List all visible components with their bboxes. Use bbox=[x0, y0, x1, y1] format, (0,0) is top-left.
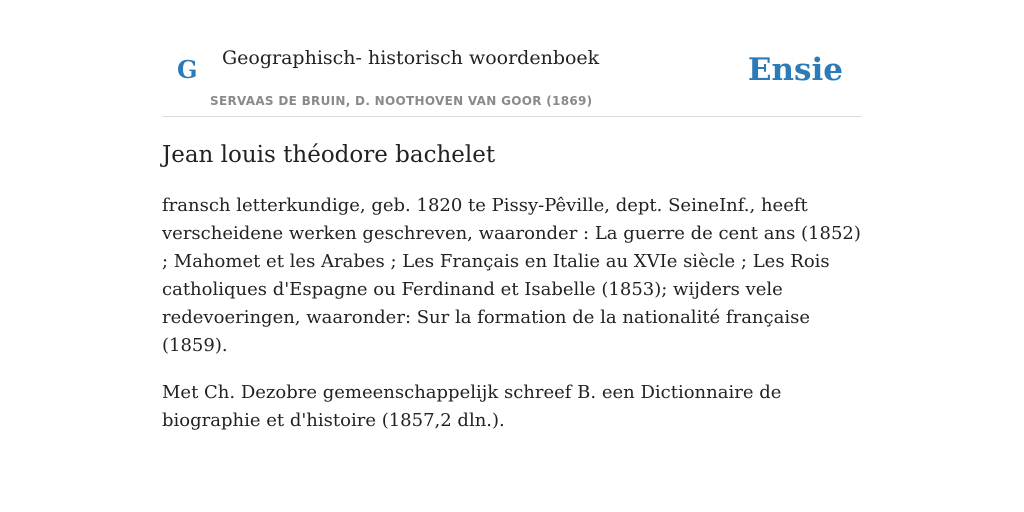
book-title-link[interactable]: Geographisch- historisch woordenboek bbox=[222, 47, 600, 69]
book-header bbox=[162, 0, 862, 117]
entry-body bbox=[162, 192, 862, 454]
page bbox=[162, 0, 862, 431]
book-letter-badge[interactable]: G bbox=[177, 55, 198, 84]
entry-paragraph: fransch letterkundige, geb. 1820 te Pissy-Pêville, dept. SeineInf., heeft verscheidene werken geschreven, waaronder : La guerre de cent ans (1852) ; Mahomet et les Arabes ; Les Français en Italie au XVIe siècle ; Les Rois catholiques d'Espagne ou Ferdinand et Isabelle (1853); wijders vele redevoeringen, waaronder: Sur la formation de la nationalité française (1859). bbox=[162, 195, 861, 356]
ensie-logo-link[interactable]: Ensie bbox=[747, 52, 843, 88]
entry-title: Jean louis théodore bachelet bbox=[162, 142, 496, 168]
entry-paragraph: Met Ch. Dezobre gemeenschappelijk schreef B. een Dictionnaire de biographie et d'histoire (1857,2 dln.). bbox=[162, 382, 782, 431]
book-author: SERVAAS DE BRUIN, D. NOOTHOVEN VAN GOOR (1869) bbox=[210, 94, 593, 108]
